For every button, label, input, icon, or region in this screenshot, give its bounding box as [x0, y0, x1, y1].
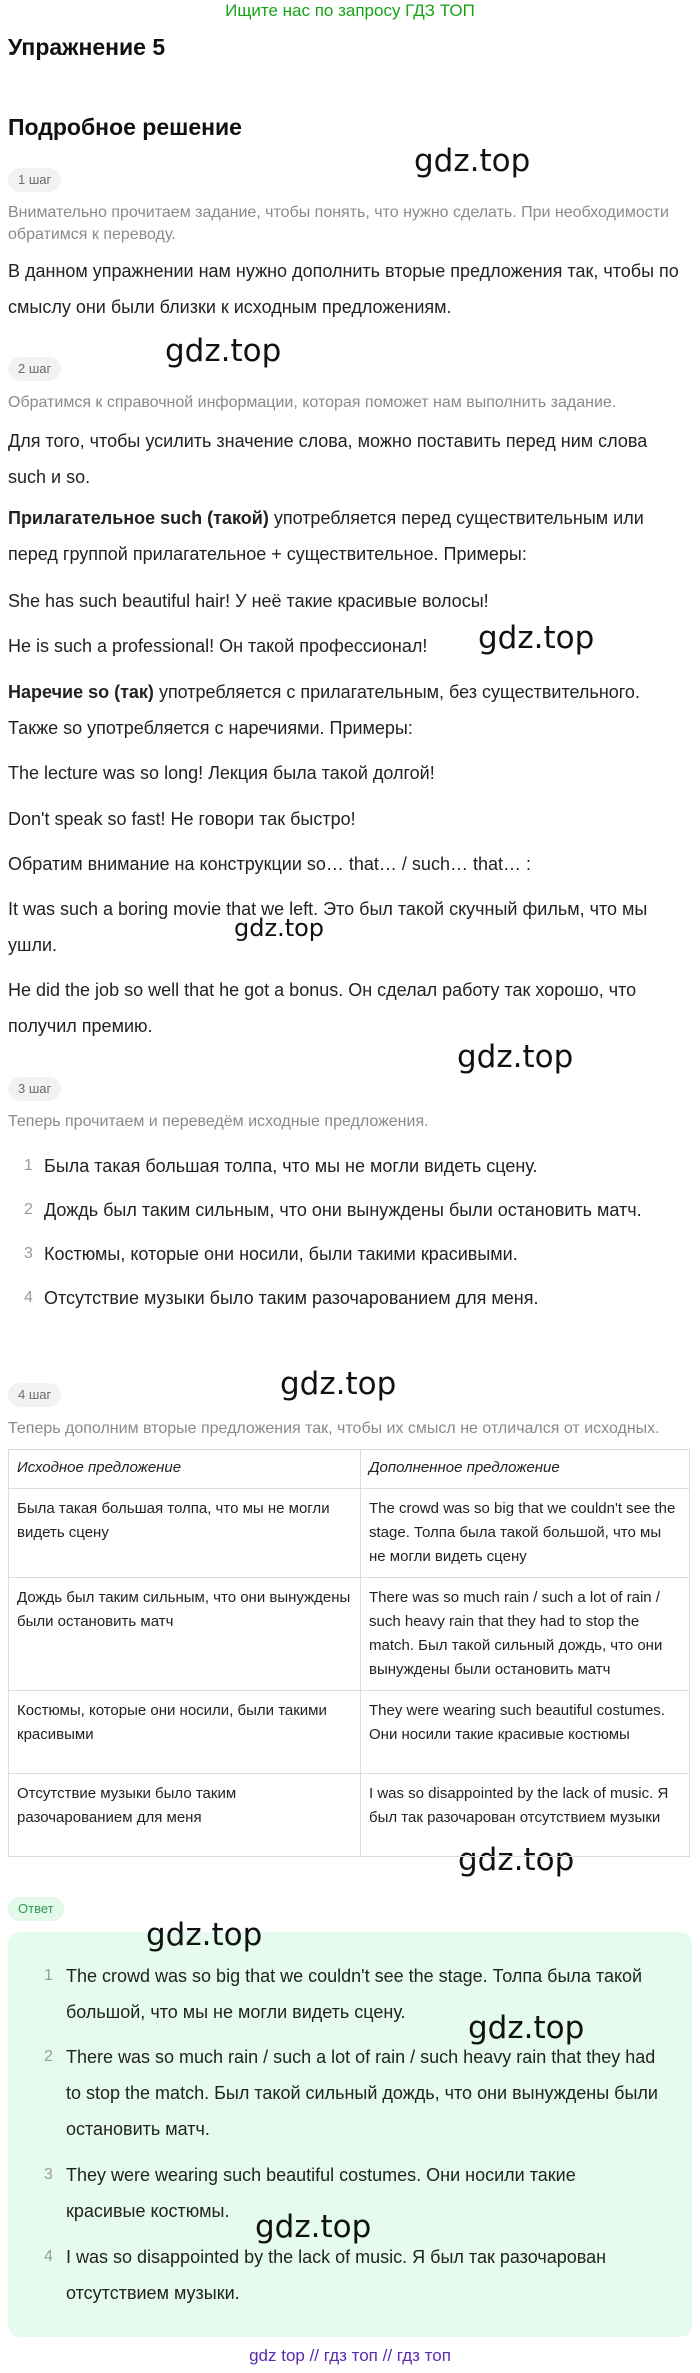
- step-2-note: Обратимся к справочной информации, которая поможет нам выполнить задание.: [8, 394, 617, 411]
- solution-table: [8, 1449, 690, 1857]
- footer-links[interactable]: gdz top // гдз топ // гдз топ: [249, 2346, 451, 2365]
- list-item: 3 Костюмы, которые они носили, были такими красивыми.: [24, 1244, 518, 1264]
- table-cell: There was so much rain / such a lot of rain / such heavy rain that they had to stop the match. Был такой сильный дождь, что они вынуждены были остановить матч: [361, 1578, 690, 1691]
- watermark: gdz.top: [255, 2209, 372, 2245]
- answer-item: 1 The crowd was so big that we couldn't see the stage. Толпа была такой большой, что мы не могли видеть сцену.: [44, 1966, 643, 2022]
- answer-item: 4 I was so disappointed by the lack of music. Я был так разочарован отсутствием музыки.: [44, 2247, 607, 2303]
- watermark: gdz.top: [234, 914, 325, 942]
- watermark: gdz.top: [165, 333, 282, 369]
- example-6: He did the job so well that he got a bonus. Он сделал работу так хорошо, что получил премию.: [8, 980, 637, 1036]
- example-5: It was such a boring movie that we left. Это был такой скучный фильм, что мы ушли.: [8, 899, 648, 955]
- step-3-note: Теперь прочитаем и переведём исходные предложения.: [8, 1113, 429, 1130]
- step-1-text: В данном упражнении нам нужно дополнить вторые предложения так, чтобы по смыслу они были близки к исходным предложениям.: [8, 261, 679, 317]
- table-row: [9, 1578, 690, 1691]
- source-sentences-list: [8, 1144, 688, 1320]
- table-header: Дополненное предложение: [361, 1450, 690, 1489]
- so-term: Наречие so (так): [8, 682, 154, 702]
- table-cell: Дождь был таким сильным, что они вынуждены были остановить матч: [9, 1578, 361, 1691]
- step-2-paragraph-2: [8, 500, 688, 572]
- step-3-badge: 3 шаг: [8, 1077, 61, 1101]
- watermark: gdz.top: [414, 143, 531, 179]
- exercise-title: Упражнение 5: [8, 34, 166, 60]
- top-search-link[interactable]: Ищите нас по запросу ГДЗ ТОП: [225, 1, 475, 20]
- step-2-paragraph-3: [8, 674, 688, 746]
- table-row: [9, 1691, 690, 1774]
- table-cell: I was so disappointed by the lack of music. Я был так разочарован отсутствием музыки: [361, 1774, 690, 1857]
- example-3: The lecture was so long! Лекция была такой долгой!: [8, 763, 435, 783]
- table-cell: The crowd was so big that we couldn't see the stage. Толпа была такой большой, что мы не могли видеть сцену: [361, 1489, 690, 1578]
- step-4-badge: 4 шаг: [8, 1383, 61, 1407]
- table-row: [9, 1489, 690, 1578]
- list-item: 4 Отсутствие музыки было таким разочарованием для меня.: [24, 1288, 539, 1308]
- list-item: 2 Дождь был таким сильным, что они вынуждены были остановить матч.: [24, 1200, 642, 1220]
- so-description: употребляется с прилагательным, без существительного. Также so употребляется с наречиями. Примеры:: [8, 682, 640, 738]
- watermark: gdz.top: [457, 1039, 574, 1075]
- watermark: gdz.top: [458, 1842, 575, 1878]
- example-2: He is such a professional! Он такой профессионал!: [8, 636, 428, 656]
- table-cell: They were wearing such beautiful costumes. Они носили такие красивые костюмы: [361, 1691, 690, 1774]
- list-item: 1 Была такая большая толпа, что мы не могли видеть сцену.: [24, 1156, 538, 1176]
- step-2-paragraph-1: Для того, чтобы усилить значение слова, можно поставить перед ним слова such и so.: [8, 431, 648, 487]
- example-4: Don't speak so fast! Не говори так быстро!: [8, 809, 356, 829]
- table-header: Исходное предложение: [9, 1450, 361, 1489]
- watermark: gdz.top: [468, 2010, 585, 2046]
- table-cell: Была такая большая толпа, что мы не могли видеть сцену: [9, 1489, 361, 1578]
- solution-title: Подробное решение: [8, 114, 242, 140]
- step-1-note: Внимательно прочитаем задание, чтобы понять, что нужно сделать. При необходимости обратимся к переводу.: [8, 204, 669, 243]
- table-row: [9, 1774, 690, 1857]
- watermark: gdz.top: [146, 1917, 263, 1953]
- step-1-badge: 1 шаг: [8, 168, 61, 192]
- answer-item: 2 There was so much rain / such a lot of rain / such heavy rain that they had to stop the match. Был такой сильный дождь, что они вынуждены были остановить матч.: [44, 2047, 658, 2139]
- watermark: gdz.top: [478, 620, 595, 656]
- watermark: gdz.top: [280, 1366, 397, 1402]
- answer-badge: Ответ: [8, 1897, 64, 1921]
- answer-item: 3 They were wearing such beautiful costumes. Они носили такие красивые костюмы.: [44, 2165, 576, 2221]
- step-2-badge: 2 шаг: [8, 357, 61, 381]
- step-2-paragraph-4: Обратим внимание на конструкции so… that… / such… that… :: [8, 854, 531, 874]
- example-1: She has such beautiful hair! У неё такие красивые волосы!: [8, 591, 489, 611]
- such-description: употребляется перед существительным или перед группой прилагательное + существительное. Примеры:: [8, 508, 644, 564]
- step-4-note: Теперь дополним вторые предложения так, чтобы их смысл не отличался от исходных.: [8, 1420, 660, 1437]
- table-header-row: [9, 1450, 690, 1489]
- such-term: Прилагательное such (такой): [8, 508, 269, 528]
- table-cell: Отсутствие музыки было таким разочарованием для меня: [9, 1774, 361, 1857]
- table-cell: Костюмы, которые они носили, были такими красивыми: [9, 1691, 361, 1774]
